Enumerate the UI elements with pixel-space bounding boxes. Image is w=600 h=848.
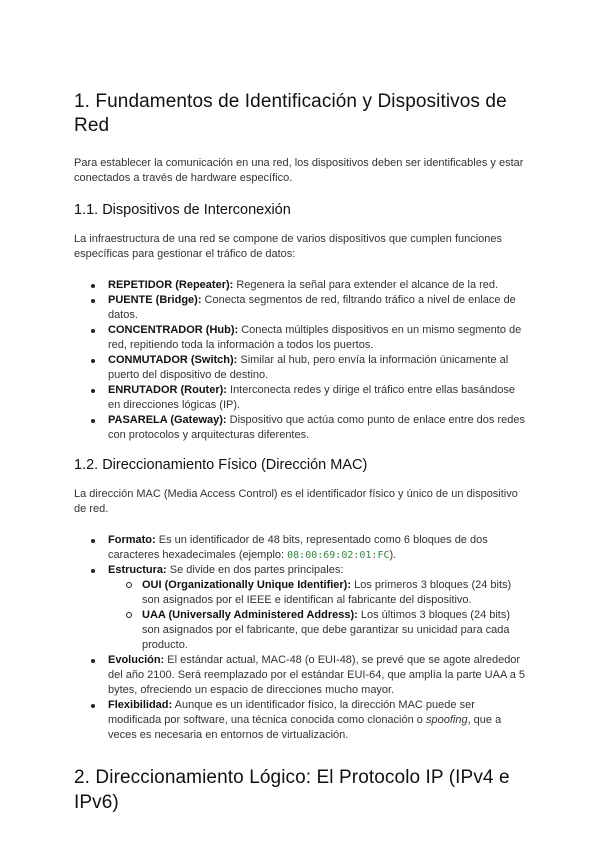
section-1-2-heading: 1.2. Direccionamiento Físico (Dirección MAC) [74, 456, 368, 473]
section-1-1-heading: 1.1. Dispositivos de Interconexión [74, 201, 291, 218]
device-term: CONMUTADOR (Switch): [108, 353, 238, 366]
spoofing-italic: spoofing [425, 713, 468, 726]
section-1-2-intro: La dirección MAC (Media Access Control) es el identificador físico y único de un dispositivo de red. [74, 487, 518, 515]
device-term: REPETIDOR (Repeater): [108, 278, 234, 291]
section-2-heading: 2. Direccionamiento Lógico: El Protocolo IP (IPv4 e IPv6) [74, 766, 510, 814]
evolucion-term: Evolución: [108, 653, 165, 666]
list-item [108, 653, 526, 698]
mac-example-code: 08:00:69:02:01:FC [287, 549, 390, 561]
list-item [108, 698, 526, 743]
device-term: CONCENTRADOR (Hub): [108, 323, 239, 336]
uaa-term: UAA (Universally Administered Address): [142, 608, 358, 621]
device-desc: Dispositivo que actúa como punto de enlace entre dos redes con protocolos y arquitecturas diferentes. [108, 413, 525, 441]
flexibilidad-desc-1: Aunque es un identificador físico, la dirección MAC puede ser modificada por software, una técnica conocida como clonación o [108, 698, 475, 726]
device-term: PUENTE (Bridge): [108, 293, 202, 306]
formato-term: Formato: [108, 533, 156, 546]
device-desc: Similar al hub, pero envía la información únicamente al puerto del dispositivo de destino. [108, 353, 509, 381]
device-desc: Conecta múltiples dispositivos en un mismo segmento de red, repitiendo toda la información a todos los puertos. [108, 323, 522, 351]
estructura-desc: Se divide en dos partes principales: [166, 563, 344, 576]
device-term: PASARELA (Gateway): [108, 413, 227, 426]
oui-desc: Los primeros 3 bloques (24 bits) son asignados por el IEEE e identifican al fabricante del dispositivo. [142, 578, 512, 606]
oui-term: OUI (Organizationally Unique Identifier): [142, 578, 352, 591]
list-item [108, 293, 526, 323]
formato-desc: Es un identificador de 48 bits, representado como 6 bloques de dos caracteres hexadecimales (ejemplo: [108, 533, 488, 561]
list-item [108, 563, 526, 653]
section-1-1-intro: La infraestructura de una red se compone de varios dispositivos que cumplen funciones específicas para gestionar el tráfico de datos: [74, 232, 503, 260]
estructura-sublist [108, 578, 526, 653]
formato-end: ). [389, 548, 397, 561]
uaa-desc: Los últimos 3 bloques (24 bits) son asignados por el fabricante, que debe garantizar su unicidad para cada producto. [142, 608, 511, 651]
section-1-intro: Para establecer la comunicación en una red, los dispositivos deben ser identificables y estar conectados a través de hardware específico. [74, 156, 524, 184]
evolucion-desc: El estándar actual, MAC-48 (o EUI-48), se prevé que se agote alrededor del año 2100. Será reemplazado por el estándar EUI-64, que amplía la parte UAA a 5 bytes, ofreciendo un espacio de direcciones mucho mayor. [108, 653, 526, 696]
device-term: ENRUTADOR (Router): [108, 383, 227, 396]
list-item [108, 278, 526, 293]
device-desc: Conecta segmentos de red, filtrando tráfico a nivel de enlace de datos. [108, 293, 516, 321]
section-1-heading: 1. Fundamentos de Identificación y Dispositivos de Red [74, 91, 507, 136]
devices-list [74, 278, 526, 443]
list-item [108, 383, 526, 413]
flexibilidad-term: Flexibilidad: [108, 698, 173, 711]
device-desc: Regenera la señal para extender el alcance de la red. [233, 278, 499, 291]
list-item [108, 533, 526, 563]
flexibilidad-desc-2: , que a veces es necesaria en entornos de virtualización. [108, 713, 502, 741]
sub-list-item [142, 578, 526, 608]
estructura-term: Estructura: [108, 563, 167, 576]
list-item [108, 323, 526, 353]
sub-list-item [142, 608, 526, 653]
device-desc: Interconecta redes y dirige el tráfico entre ellas basándose en direcciones lógicas (IP). [108, 383, 515, 411]
list-item [108, 413, 526, 443]
list-item [108, 353, 526, 383]
mac-list [74, 533, 526, 743]
